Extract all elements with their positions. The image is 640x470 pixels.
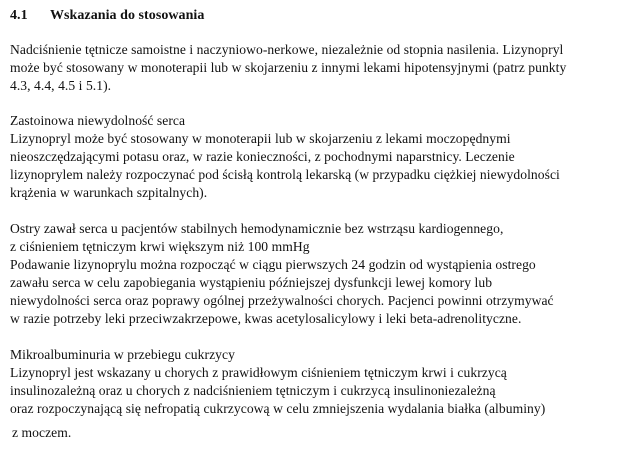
paragraph-line: zawału serca w celu zapobiegania wystąpieniu późniejszej dysfunkcji lewej komory lub — [10, 275, 493, 290]
subsection-heading-line: Ostry zawał serca u pacjentów stabilnych hemodynamicznie bez wstrząsu kardiogennego, — [10, 221, 504, 236]
paragraph-line: krążenia w warunkach szpitalnych). — [10, 185, 208, 200]
paragraph-line: w razie potrzeby leki przeciwzakrzepowe, kwas acetylosalicylowy i leki beta-adrenolityczne. — [10, 311, 522, 326]
section-heading — [10, 8, 204, 24]
paragraph-line: z moczem. — [12, 425, 72, 440]
paragraph-line: insulinozależną oraz u chorych z nadciśnieniem tętniczym i cukrzycą insulinoniezależną — [10, 383, 496, 398]
section-title: Wskazania do stosowania — [50, 8, 205, 23]
subsection-heading-line: z ciśnieniem tętniczym krwi większym niż 100 mmHg — [10, 239, 310, 254]
subsection-heading: Zastoinowa niewydolność serca — [10, 113, 186, 128]
subsection-heading: Mikroalbuminuria w przebiegu cukrzycy — [10, 347, 235, 362]
paragraph-line: niewydolności serca oraz poprawy ogólnej przeżywalności chorych. Pacjenci powinni otrzymywać — [10, 293, 554, 308]
paragraph-line: może być stosowany w monoterapii lub w skojarzeniu z innymi lekami hipotensyjnymi (patrz punkty — [10, 60, 567, 75]
section-number: 4.1 — [10, 8, 28, 23]
paragraph-line: nieoszczędzającymi potasu oraz, w razie konieczności, z pochodnymi naparstnicy. Leczenie — [10, 149, 515, 164]
paragraph-line: Lizynopryl jest wskazany u chorych z prawidłowym ciśnieniem tętniczym krwi i cukrzycą — [10, 365, 507, 380]
paragraph-line: oraz rozpoczynającą się nefropatią cukrzycową w celu zmniejszenia wydalania białka (albuminy) — [10, 401, 546, 416]
paragraph-line: Nadciśnienie tętnicze samoistne i naczyniowo-nerkowe, niezależnie od stopnia nasilenia. Lizynopryl — [10, 42, 564, 57]
paragraph-line: 4.3, 4.4, 4.5 i 5.1). — [10, 78, 112, 93]
paragraph-line: Lizynopryl może być stosowany w monoterapii lub w skojarzeniu z lekami moczopędnymi — [10, 131, 511, 146]
paragraph-line: Podawanie lizynoprylu można rozpocząć w ciągu pierwszych 24 godzin od wystąpienia ostrego — [10, 257, 536, 272]
paragraph-line: lizynoprylem należy rozpoczynać pod ścisłą kontrolą lekarską (w przypadku ciężkiej niewydolności — [10, 167, 560, 182]
